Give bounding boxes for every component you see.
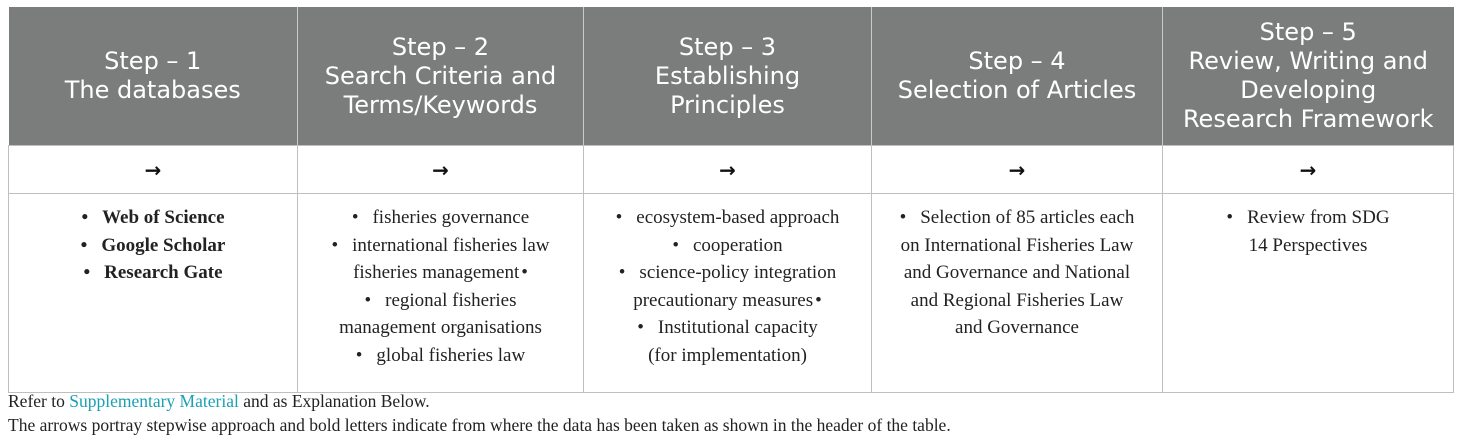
- selection-text-line: and Governance and National: [903, 262, 1131, 283]
- methodology-table-container: [8, 7, 1453, 393]
- database-item: • Web of Science: [10, 204, 296, 232]
- review-text-line: 14 Perspectives: [1248, 234, 1368, 256]
- footnote-suffix: and as Explanation Below.: [238, 391, 430, 411]
- principle-item: precautionary measures •: [585, 287, 870, 315]
- content-cell-step-5: [1163, 194, 1454, 393]
- step-title-line: Principles: [670, 90, 785, 119]
- step-label: Step – 1: [104, 47, 202, 75]
- arrow-right-icon: →: [872, 146, 1163, 194]
- database-item: • Google Scholar: [10, 232, 296, 260]
- arrow-right-icon: →: [9, 146, 298, 194]
- step-label: Step – 3: [678, 32, 777, 61]
- step-title-line: Establishing: [654, 61, 801, 90]
- footnote-line-1: [8, 389, 951, 413]
- selection-text-line: • Selection of 85 articles each: [873, 204, 1161, 232]
- header-step-4: [872, 7, 1163, 146]
- principle-item: • ecosystem-based approach: [585, 204, 870, 232]
- step-title-line: Search Criteria and: [324, 61, 557, 90]
- content-cell-step-3: [584, 194, 872, 393]
- step-title-line: Research Framework: [1182, 105, 1434, 133]
- keyword-item-continued: management organisations: [339, 317, 542, 338]
- methodology-steps-table: [8, 7, 1454, 393]
- arrow-right-icon: →: [584, 146, 872, 194]
- selection-text-line: on International Fisheries Law: [900, 234, 1134, 256]
- table-footnote: [8, 389, 951, 437]
- header-step-2: [298, 7, 584, 146]
- footnote-line-2: The arrows portray stepwise approach and bold letters indicate from where the data has been taken as shown in the header of the table.: [8, 415, 951, 435]
- content-cell-step-2: [298, 194, 584, 393]
- arrow-right-icon: →: [298, 146, 584, 194]
- header-step-1: [9, 7, 298, 146]
- keyword-item: • regional fisheries: [299, 287, 582, 315]
- step-title-line: Selection of Articles: [897, 76, 1137, 104]
- step-label: Step – 4: [968, 47, 1066, 75]
- header-step-3: [584, 7, 872, 146]
- principle-item-continued: (for implementation): [648, 344, 807, 366]
- selection-text-line: and Governance: [955, 317, 1079, 338]
- content-cell-step-4: [872, 194, 1163, 393]
- content-cell-step-1: [9, 194, 298, 393]
- header-row: [9, 7, 1454, 146]
- step-title-line: Review, Writing and: [1188, 47, 1428, 75]
- arrow-right-icon: →: [1163, 146, 1454, 194]
- principle-item: • cooperation: [585, 232, 870, 260]
- database-item: • Research Gate: [10, 259, 296, 287]
- arrow-row: [9, 146, 1454, 194]
- footnote-prefix: Refer to: [8, 391, 70, 411]
- keyword-item: • international fisheries law: [299, 232, 582, 260]
- step-label: Step – 5: [1259, 18, 1357, 46]
- step-label: Step – 2: [391, 32, 490, 61]
- header-step-5: [1163, 7, 1454, 146]
- keyword-item: • fisheries governance: [299, 204, 582, 232]
- review-text-line: • Review from SDG: [1164, 204, 1452, 232]
- supplementary-material-link[interactable]: Supplementary Material: [69, 391, 239, 411]
- content-row: [9, 194, 1454, 393]
- keyword-item: fisheries management •: [299, 259, 582, 287]
- keyword-item: • global fisheries law: [299, 342, 582, 370]
- step-title-line: The databases: [64, 76, 241, 104]
- principle-item: • Institutional capacity: [585, 314, 870, 342]
- step-title-line: Developing: [1240, 76, 1377, 104]
- principle-item: • science-policy integration: [585, 259, 870, 287]
- selection-text-line: and Regional Fisheries Law: [910, 289, 1124, 311]
- step-title-line: Terms/Keywords: [343, 90, 538, 119]
